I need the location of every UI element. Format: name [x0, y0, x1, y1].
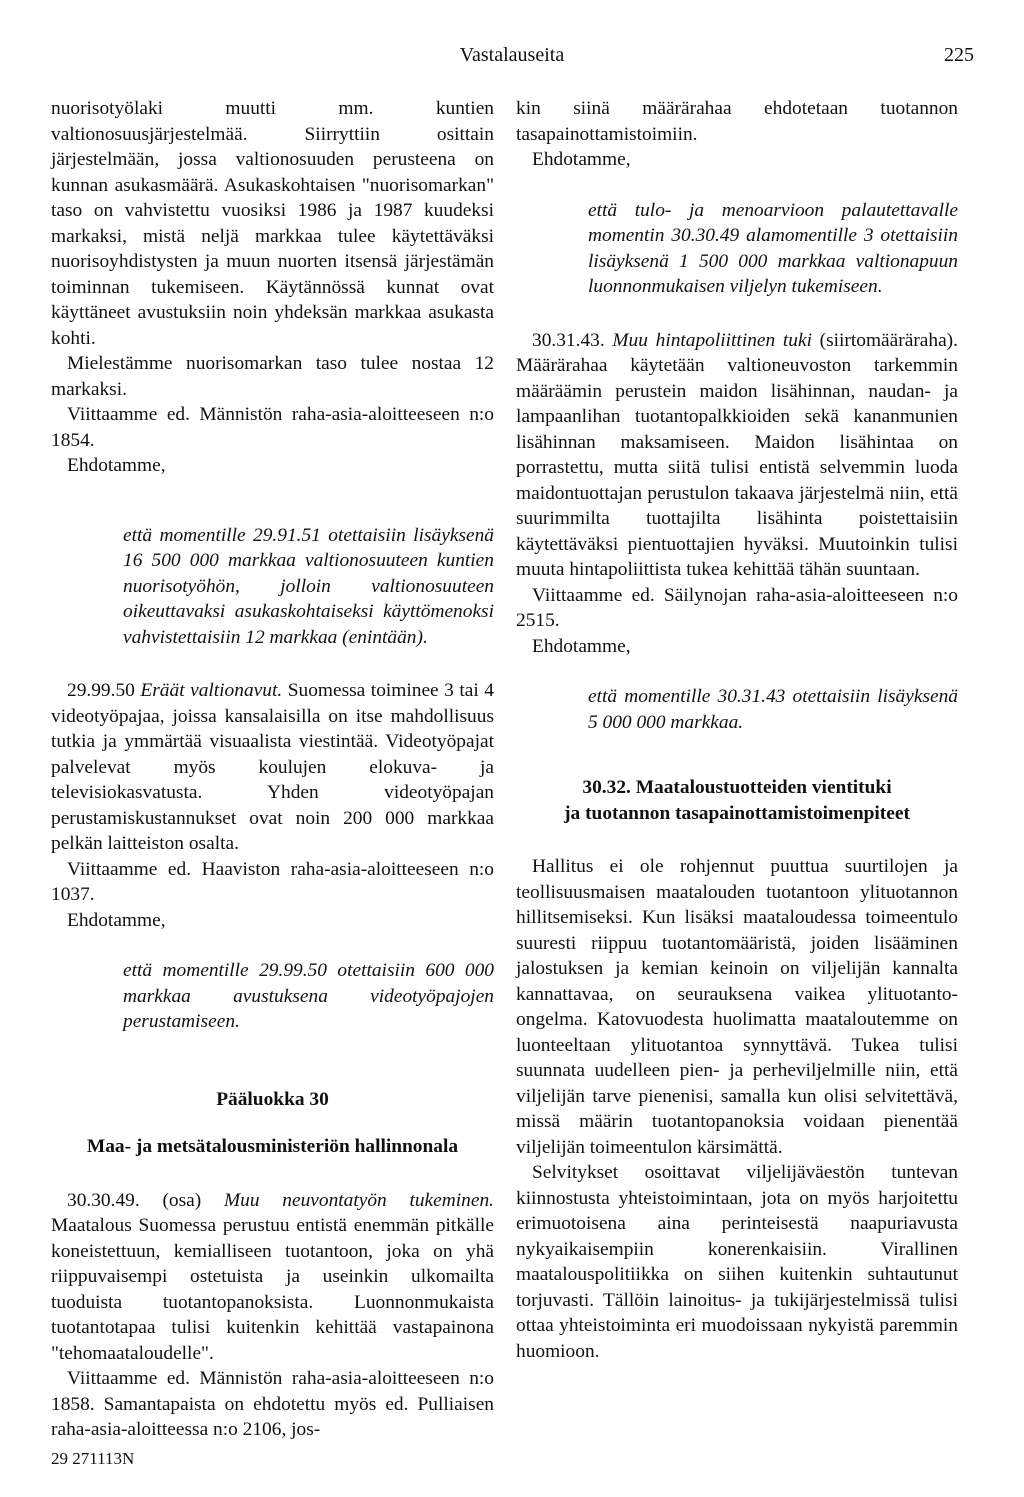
paragraph: kin siinä määrärahaa ehdotetaan tuotannon tasapainottamistoimiin. — [516, 98, 958, 145]
page-number: 225 — [944, 44, 974, 66]
paragraph: Hallitus ei ole rohjennut puuttua suurtilojen ja teollisuusmaisen maatalouden tuotantoon ylituotannon hillitsemiseksi. Kun lisäksi maataloudessa toimeentulo suuresti riippuu tuotantomääristä, joiden lisääminen jalostuksen ja kemian keinoin on viljelijän kannalta kannattavaa, on seurauksena vaikea ylituotanto-ongelma. Katovuodesta huolimatta maataloutemme on luonteeltaan ylituotantoa synnyttävä. Tukea tulisi suunnata uudelleen pien- ja perheviljelmille niin, että viljelijän tarve pienenisi, samalla kun olisi selvitettävä, missä määrin tuotantopanoksia voidaan pienentää viljelijän toimeentulon kärsimättä. — [516, 856, 958, 1158]
item-title: Muu hintapoliittinen tuki — [612, 329, 812, 351]
section-heading: Maa- ja metsätalousministeriön hallinnonala — [86, 1136, 459, 1157]
paragraph: Ehdotamme, — [532, 149, 631, 170]
right-column — [516, 96, 958, 1364]
running-header: Vastalauseita — [459, 44, 565, 66]
item-text: Maatalous Suomessa perustuu entistä enemmän pitkälle koneistettuun, kemialliseen tuotantoon, joka on yhä riippuvaisempi ostetuista ja useinkin ulkomailta tuoduista tuotantopanoksista. Luonnonmukaista tuotantotapaa tulisi kuitenkin kehittää vastapainona "tehomaataloudelle". — [51, 1215, 494, 1364]
proposal: että tulo- ja menoarvioon palautettavalle momentin 30.30.49 alamomentille 3 otettaisiin lisäyksenä 1 500 000 markkaa valtionapuun luonnonmukaisen viljelyn tukemiseen. — [588, 199, 958, 297]
paragraph: Selvitykset osoittavat viljelijäväestön tuntevan kiinnostusta yhteistoimintaan, jota on myös harjoitettu erimuotoisena aina perinteisestä naapuriavusta nykyaikaisempiin konerenkaisiin. Virallinen maatalouspolitiikka on siihen kuitenkin suhtautunut torjuvasti. Tällöin lainoitus- ja tukijärjestelmissä tulisi ottaa yhteistoiminta eri muodoissaan nykyistä paremmin huomioon. — [516, 1162, 958, 1362]
item-text: Suomessa toiminee 3 tai 4 videotyöpajaa, joissa kansalaisilla on itse mahdollisuus tutkia ja ymmärtää visuaalista viestintää. Videotyöpajat palvelevat myös koulujen elokuva- ja televisiokasvatusta. Yhden videotyöpajan perustamiskustannukset ovat noin 200 000 markkaa pelkän laitteiston osalta. — [51, 680, 494, 854]
section-heading: ja tuotannon tasapainottamistoimenpiteet — [564, 802, 910, 824]
footer-signature: 29 271113N — [51, 1449, 135, 1468]
paragraph: nuorisotyölaki muutti mm. kuntien valtionosuusjärjestelmää. Siirryttiin osittain järjestelmään, jossa valtionosuuden perusteena on kunnan asukasmäärä. Asukaskohtaisen "nuorisomarkan" taso on vahvistettu vuosiksi 1986 ja 1987 kuudeksi markaksi, mistä neljä markkaa tulee käytettäväksi nuorisoyhdistysten ja muun nuorten itsensä järjestämän toiminnan tukemiseen. Käytännössä kunnat ovat käyttäneet avustuksiin noin yhdeksän markkaa asukasta kohti. — [51, 98, 494, 349]
paragraph — [516, 328, 958, 583]
paragraph — [51, 678, 494, 857]
item-number: 29.99.50 — [67, 680, 135, 701]
proposal: että momentille 29.91.51 otettaisiin lisäyksenä 16 500 000 markkaa valtionosuuteen kuntien nuorisotyöhön, jolloin valtionosuuteen oikeuttavaksi asukaskohtaiseksi käyttömenoksi vahvistettaisiin 12 markkaa (enintään). — [123, 524, 494, 648]
paragraph: Ehdotamme, — [67, 909, 166, 931]
paragraph: Viittaamme ed. Männistön raha-asia-aloitteeseen n:o 1858. Samantapaista on ehdotettu myös ed. Pulliaisen raha-asia-aloitteessa n:o 2106, jos- — [51, 1368, 494, 1440]
section-heading: 30.32. Maataloustuotteiden vientituki — [582, 777, 892, 798]
item-title: Eräät valtionavut. — [140, 680, 283, 701]
item-text: (siirtomääräraha). Määrärahaa käytetään valtioneuvoston tarkemmin määräämin perustein maidon lisähinnan, naudan- ja lampaanlihan tuotantopalkkioiden sekä kananmunien lisähinnan maksamiseen. Maidon lisähintaa on porrastettu, mutta siitä tulisi entistä selvemmin luoda maidontuottajan perustulon takaava järjestelmä niin, että suurimmilta tuottajilta lisähinta poistettaisiin käytettäväksi pientuottajien hyväksi. Muutoinkin tulisi muuta hintapoliittista tukea kehittää tähän suuntaan. — [516, 329, 958, 580]
item-number: 30.30.49. (osa) — [67, 1189, 202, 1211]
paragraph: Viittaamme ed. Männistön raha-asia-aloitteeseen n:o 1854. — [51, 404, 494, 451]
paragraph: Viittaamme ed. Säilynojan raha-asia-aloitteeseen n:o 2515. — [516, 584, 958, 631]
paragraph: Ehdotamme, — [67, 455, 166, 476]
paragraph: Mielestämme nuorisomarkan taso tulee nostaa 12 markaksi. — [51, 353, 494, 400]
left-column — [51, 96, 494, 1443]
paragraph — [51, 1188, 494, 1367]
paragraph: Ehdotamme, — [532, 635, 631, 657]
paragraph: Viittaamme ed. Haaviston raha-asia-aloitteeseen n:o 1037. — [51, 858, 494, 905]
section-heading: Pääluokka 30 — [216, 1088, 329, 1110]
item-number: 30.31.43. — [532, 329, 605, 351]
proposal: että momentille 30.31.43 otettaisiin lisäyksenä 5 000 000 markkaa. — [588, 686, 958, 733]
item-title: Muu neuvontatyön tukeminen. — [223, 1189, 495, 1211]
proposal: että momentille 29.99.50 otettaisiin 600 000 markkaa avustuksena videotyöpajojen perustamiseen. — [123, 960, 494, 1032]
